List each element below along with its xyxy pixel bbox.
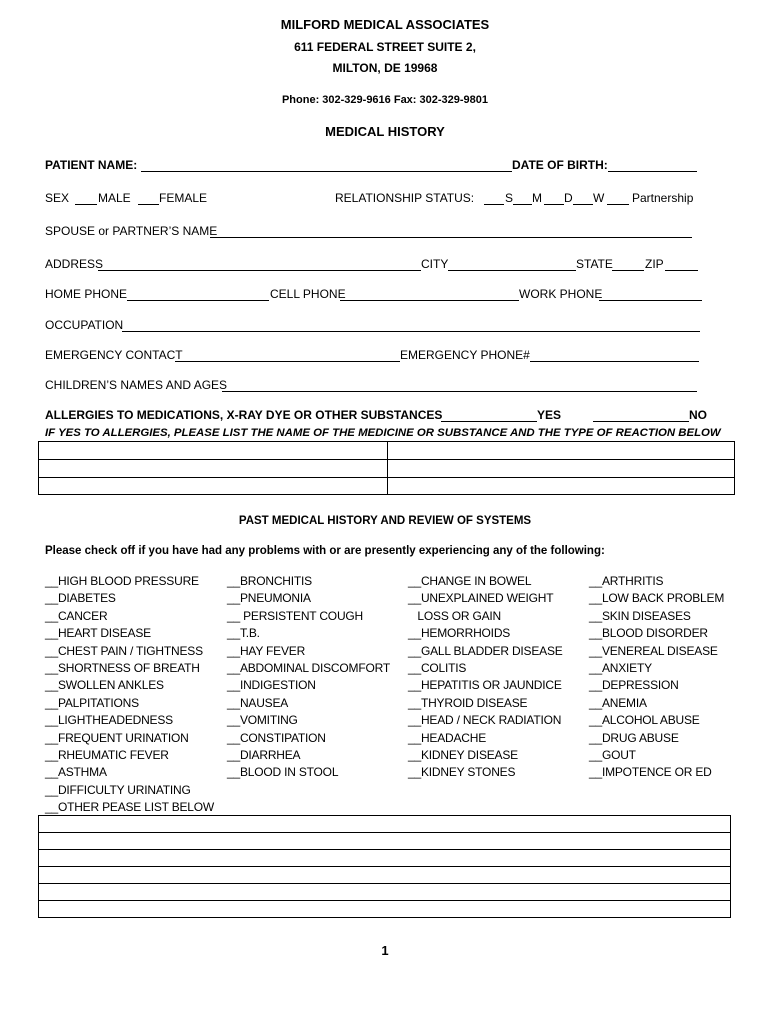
emergency-phone-field[interactable] [530,361,699,362]
checklist-item[interactable]: __VOMITING [227,713,298,728]
checklist-item[interactable]: __DIABETES [45,591,116,606]
table-cell[interactable] [39,478,388,495]
address-label: ADDRESS [45,257,104,271]
rel-w-label: W [593,191,605,205]
work-phone-label: WORK PHONE [519,287,603,301]
checklist-item[interactable]: __SWOLLEN ANKLES [45,678,164,693]
table-row [39,442,735,460]
checklist-item[interactable]: __FREQUENT URINATION [45,730,189,745]
rel-d-checkbox[interactable] [544,204,564,205]
sex-label: SEX [45,191,70,205]
cell-phone-label: CELL PHONE [270,287,346,301]
rel-w-checkbox[interactable] [573,204,593,205]
rel-partnership-label: Partnership [632,191,694,205]
home-phone-field[interactable] [127,300,269,301]
checklist-item[interactable]: __ANXIETY [589,661,652,675]
checklist-item[interactable]: __ASTHMA [45,765,107,780]
address-line-2: MILTON, DE 19968 [332,61,438,75]
state-field[interactable] [612,270,644,271]
checklist-item[interactable]: __BRONCHITIS [227,574,312,588]
checklist-item[interactable]: __DIFFICULTY URINATING [45,782,191,797]
rel-m-label: M [532,191,542,205]
table-row [39,833,731,850]
rel-d-label: D [564,191,573,205]
table-cell[interactable] [388,478,735,495]
dob-label: DATE OF BIRTH: [512,158,608,172]
male-label: MALE [98,191,131,205]
checklist-item[interactable]: __ABDOMINAL DISCOMFORT [227,661,390,675]
checklist-item[interactable]: __INDIGESTION [227,678,316,693]
table-row [39,460,735,478]
checklist-item[interactable]: __DRUG ABUSE [589,730,679,745]
checklist-item[interactable]: __LIGHTHEADEDNESS [45,713,173,728]
address-line-1: 611 FEDERAL STREET SUITE 2, [294,40,476,54]
phone-fax: Phone: 302-329-9616 Fax: 302-329-9801 [281,94,489,106]
work-phone-field[interactable] [599,300,702,301]
checklist-item[interactable]: __CHANGE IN BOWEL [408,574,532,588]
checklist-item[interactable]: __GOUT [589,748,636,762]
emergency-contact-label: EMERGENCY CONTACT [45,348,183,362]
checklist-item[interactable]: __SKIN DISEASES [589,608,691,623]
table-row [39,850,731,867]
table-cell[interactable] [39,850,731,867]
table-cell[interactable] [39,816,731,833]
allergies-table [38,441,735,495]
zip-field[interactable] [665,270,698,271]
rel-s-checkbox[interactable] [484,204,504,205]
state-label: STATE [576,257,613,271]
spouse-label: SPOUSE or PARTNER’S NAME [45,224,218,238]
rel-partnership-checkbox[interactable] [607,204,629,205]
checklist-item[interactable]: __NAUSEA [227,695,289,710]
table-row [39,478,735,495]
checklist-item[interactable]: __PALPITATIONS [45,695,139,710]
checklist-item[interactable]: __RHEUMATIC FEVER [45,748,169,762]
table-cell[interactable] [39,867,731,884]
checklist-item[interactable]: __IMPOTENCE OR ED [589,765,712,780]
table-row [39,816,731,833]
spouse-field[interactable] [210,237,692,238]
checklist-item[interactable]: __HIGH BLOOD PRESSURE [45,574,199,588]
cell-phone-field[interactable] [340,300,519,301]
patient-name-field[interactable] [141,171,512,172]
checklist-item[interactable]: __BLOOD DISORDER [589,626,708,641]
checklist-item[interactable]: __THYROID DISEASE [408,695,528,710]
checklist-item[interactable]: __HEART DISEASE [45,626,151,641]
checklist-item[interactable]: __KIDNEY DISEASE [408,748,518,762]
checklist-item[interactable]: __GALL BLADDER DISEASE [408,643,563,658]
checklist-item[interactable]: __HEADACHE [408,730,487,745]
zip-label: ZIP [645,257,664,271]
table-cell[interactable] [39,901,731,918]
table-cell[interactable] [39,442,388,460]
city-field[interactable] [448,270,576,271]
table-cell[interactable] [39,833,731,850]
checklist-item[interactable]: __T.B. [227,626,260,641]
form-title: MEDICAL HISTORY [325,124,445,139]
checklist-item[interactable]: __ARTHRITIS [589,574,664,588]
table-cell[interactable] [388,460,735,478]
table-row [39,867,731,884]
female-label: FEMALE [159,191,208,205]
checklist-item[interactable]: LOSS OR GAIN [408,608,502,623]
checklist-item[interactable]: __CHEST PAIN / TIGHTNESS [45,643,203,658]
home-phone-label: HOME PHONE [45,287,128,301]
checklist-item[interactable]: __ANEMIA [589,695,647,710]
table-cell[interactable] [39,884,731,901]
occupation-field[interactable] [122,331,700,332]
checklist-item[interactable]: __SHORTNESS OF BREATH [45,661,200,675]
checklist-item[interactable]: __CANCER [45,608,108,623]
checklist-item[interactable]: __DIARRHEA [227,748,301,762]
dob-field[interactable] [608,171,697,172]
patient-name-label: PATIENT NAME: [45,158,138,172]
table-cell[interactable] [388,442,735,460]
allergies-yes-label: YES [537,408,562,422]
checklist-item[interactable]: __ALCOHOL ABUSE [589,713,700,728]
female-checkbox[interactable] [138,204,159,205]
checklist-item[interactable]: __HEAD / NECK RADIATION [408,713,562,728]
table-row [39,901,731,918]
male-checkbox[interactable] [75,204,97,205]
table-cell[interactable] [39,460,388,478]
allergies-no-field[interactable] [593,421,689,422]
checklist-item[interactable]: __OTHER PEASE LIST BELOW [45,800,215,815]
checklist-item[interactable]: __UNEXPLAINED WEIGHT [408,591,554,606]
checklist-item[interactable]: __ PERSISTENT COUGH [227,608,364,623]
emergency-phone-label: EMERGENCY PHONE# [400,348,530,362]
city-label: CITY [421,257,449,271]
allergies-question: ALLERGIES TO MEDICATIONS, X-RAY DYE OR OTHER SUBSTANCES [45,408,443,422]
children-field[interactable] [222,391,697,392]
emergency-contact-field[interactable] [175,361,400,362]
checklist-item[interactable]: __HEMORRHOIDS [408,626,511,641]
rel-m-checkbox[interactable] [513,204,532,205]
address-field[interactable] [98,270,421,271]
checklist-item[interactable]: __HAY FEVER [227,643,306,658]
checklist-item[interactable]: __CONSTIPATION [227,730,326,745]
checklist-item[interactable]: __DEPRESSION [589,678,679,693]
allergies-no-label: NO [689,408,707,422]
checklist-item[interactable]: __KIDNEY STONES [408,765,516,780]
table-row [39,884,731,901]
history-title: PAST MEDICAL HISTORY AND REVIEW OF SYSTEMS [238,515,532,527]
rel-s-label: S [505,191,514,205]
checklist-item[interactable]: __LOW BACK PROBLEM [589,591,725,606]
checklist-item[interactable]: __PNEUMONIA [227,591,311,606]
checklist-item[interactable]: __COLITIS [408,661,467,675]
page-number: 1 [381,943,389,958]
org-name: MILFORD MEDICAL ASSOCIATES [280,17,490,32]
checklist-item[interactable]: __BLOOD IN STOOL [227,765,339,780]
checklist-item[interactable]: __HEPATITIS OR JAUNDICE [408,678,562,693]
other-conditions-table [38,815,731,918]
allergies-instruction: IF YES TO ALLERGIES, PLEASE LIST THE NAME OF THE MEDICINE OR SUBSTANCE AND THE TYPE OF REACTION BELOW [45,427,721,439]
checklist-item[interactable]: __VENEREAL DISEASE [589,643,718,658]
relationship-label: RELATIONSHIP STATUS: [335,191,475,205]
history-instruction: Please check off if you have had any problems with or are presently experiencing any of the following: [45,545,605,557]
children-label: CHILDREN’S NAMES AND AGES [45,378,228,392]
allergies-yes-field[interactable] [441,421,537,422]
occupation-label: OCCUPATION [45,318,124,332]
